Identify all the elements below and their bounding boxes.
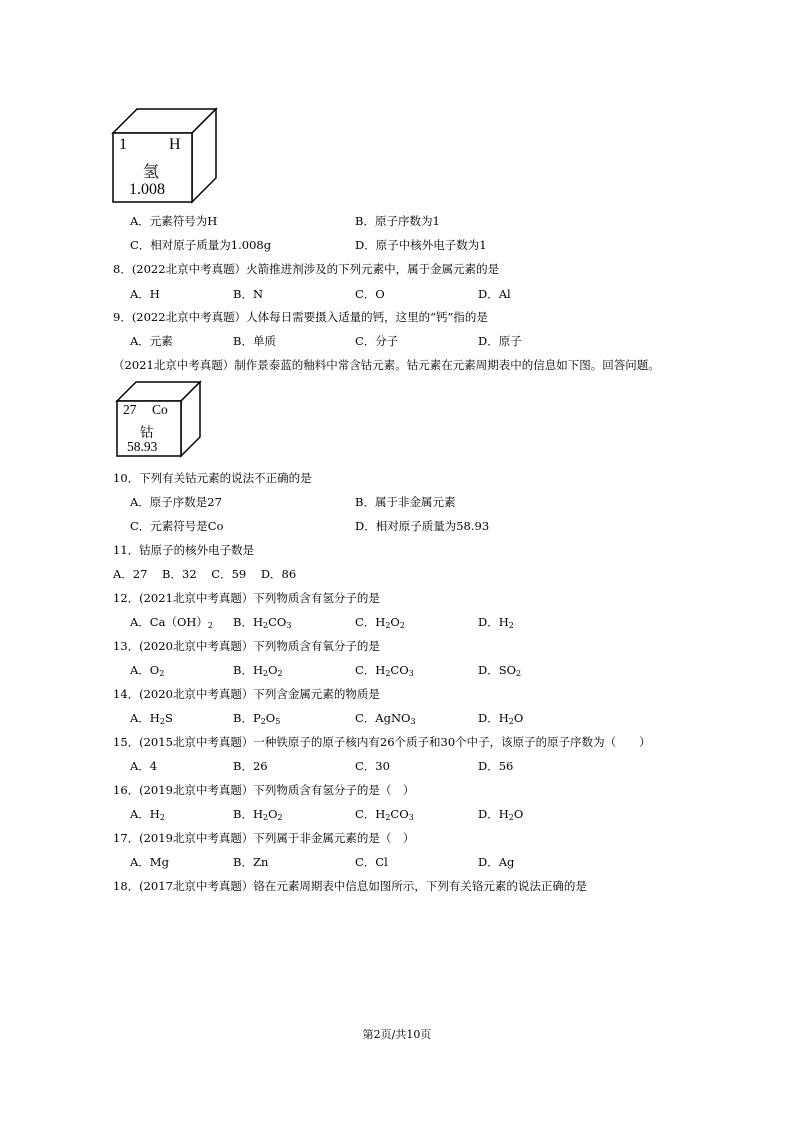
q12-option-d: D．$H_2$ [478, 615, 514, 630]
q9-stem: 9．(2022北京中考真题）人体每日需要摄入适量的钙，这里的“钙”指的是 [113, 310, 488, 324]
element-name: 钴 [140, 425, 154, 441]
q17-option-b: B．Zn [233, 855, 269, 869]
q11-stem: 11．钴原子的核外电子数是 [113, 543, 255, 557]
q16-option-b: B．$H_2O_2$ [233, 807, 283, 822]
q9-option-a: A．元素 [130, 334, 173, 348]
q13-option-b: B．$H_2O_2$ [233, 663, 283, 678]
q14-option-d: D．$H_2O$ [478, 711, 524, 726]
q15-option-c: C．30 [355, 759, 390, 773]
atomic-mass: 58.93 [127, 439, 158, 454]
atomic-number: 1 [119, 136, 127, 153]
q18-stem: 18．(2017北京中考真题）铬在元素周期表中信息如图所示，下列有关铬元素的说法正确的是 [113, 879, 587, 893]
cobalt-element-cell [116, 381, 202, 457]
q14-option-c: C．AgNO$_3$ [355, 711, 416, 726]
q15-option-a: A．4 [130, 759, 158, 773]
q16-option-a: A．$H_2$ [130, 807, 165, 822]
q15-stem: 15．(2015北京中考真题）一种铁原子的原子核内有26个质子和30个中子，该原子的原子序数为（ ） [113, 735, 651, 749]
q12-stem: 12．(2021北京中考真题）下列物质含有氢分子的是 [113, 591, 380, 605]
q16-stem: 16．(2019北京中考真题）下列物质含有氢分子的是（ ） [113, 783, 415, 797]
q10-stem: 10．下列有关钴元素的说法不正确的是 [113, 471, 312, 485]
q10-option-b: B．属于非金属元素 [355, 495, 456, 509]
q14-option-a: A．$H_2S$ [130, 711, 173, 726]
q8-option-a: A．H [130, 287, 160, 301]
q10-option-d: D．相对原子质量为58.93 [355, 519, 490, 533]
element-symbol: H [169, 136, 181, 153]
q7-option-d: D．原子中核外电子数为1 [355, 238, 487, 252]
q9-option-c: C．分子 [355, 334, 399, 348]
atomic-number: 27 [123, 402, 137, 417]
element-symbol: Co [152, 402, 168, 417]
q17-stem: 17．(2019北京中考真题）下列属于非金属元素的是（ ） [113, 831, 415, 845]
cobalt-intro: （2021北京中考真题）制作景泰蓝的釉料中常含钴元素。钴元素在元素周期表中的信息如下图。回答问题。 [113, 358, 660, 372]
element-name: 氢 [143, 162, 160, 181]
atomic-mass: 1.008 [129, 181, 165, 198]
q12-option-c: C．$H_2O_2$ [355, 615, 405, 630]
q8-option-d: D．Al [478, 287, 511, 301]
q16-option-d: D．$H_2O$ [478, 807, 524, 822]
q8-option-c: C．O [355, 287, 385, 301]
page-number: 第2页/共10页 [362, 1028, 432, 1041]
q14-option-b: B．$P_2O_5$ [233, 711, 281, 726]
q8-option-b: B．N [233, 287, 264, 301]
q7-option-b: B．原子序数为1 [355, 214, 440, 228]
q13-stem: 13．(2020北京中考真题）下列物质含有氧分子的是 [113, 639, 380, 653]
q8-stem: 8．(2022北京中考真题）火箭推进剂涉及的下列元素中，属于金属元素的是 [113, 262, 500, 276]
q7-option-c: C．相对原子质量为1.008g [130, 238, 272, 252]
q12-option-b: B．$H_2CO_3$ [233, 615, 292, 630]
hydrogen-element-cell [112, 108, 218, 204]
q11-options: A．27 B．32 C．59 D．86 [113, 567, 297, 581]
q13-option-d: D．$SO_2$ [478, 663, 522, 678]
q17-option-c: C．Cl [355, 855, 388, 869]
q12-option-a: A．$Ca(OH)_2$ [130, 615, 214, 630]
q17-option-a: A．Mg [130, 855, 169, 869]
q9-option-d: D．原子 [478, 334, 522, 348]
q14-stem: 14．(2020北京中考真题）下列含金属元素的物质是 [113, 687, 380, 701]
q10-option-a: A．原子序数是27 [130, 495, 222, 509]
q16-option-c: C．$H_2CO_3$ [355, 807, 414, 822]
q17-option-d: D．Ag [478, 855, 515, 869]
q13-option-a: A．$O_2$ [130, 663, 165, 678]
q15-option-b: B．26 [233, 759, 268, 773]
q9-option-b: B．单质 [233, 334, 276, 348]
q13-option-c: C．$H_2CO_3$ [355, 663, 414, 678]
cube-outline-icon [112, 108, 218, 204]
q15-option-d: D．56 [478, 759, 514, 773]
q7-option-a: A．元素符号为H [130, 214, 218, 228]
q10-option-c: C．元素符号是Co [130, 519, 224, 533]
